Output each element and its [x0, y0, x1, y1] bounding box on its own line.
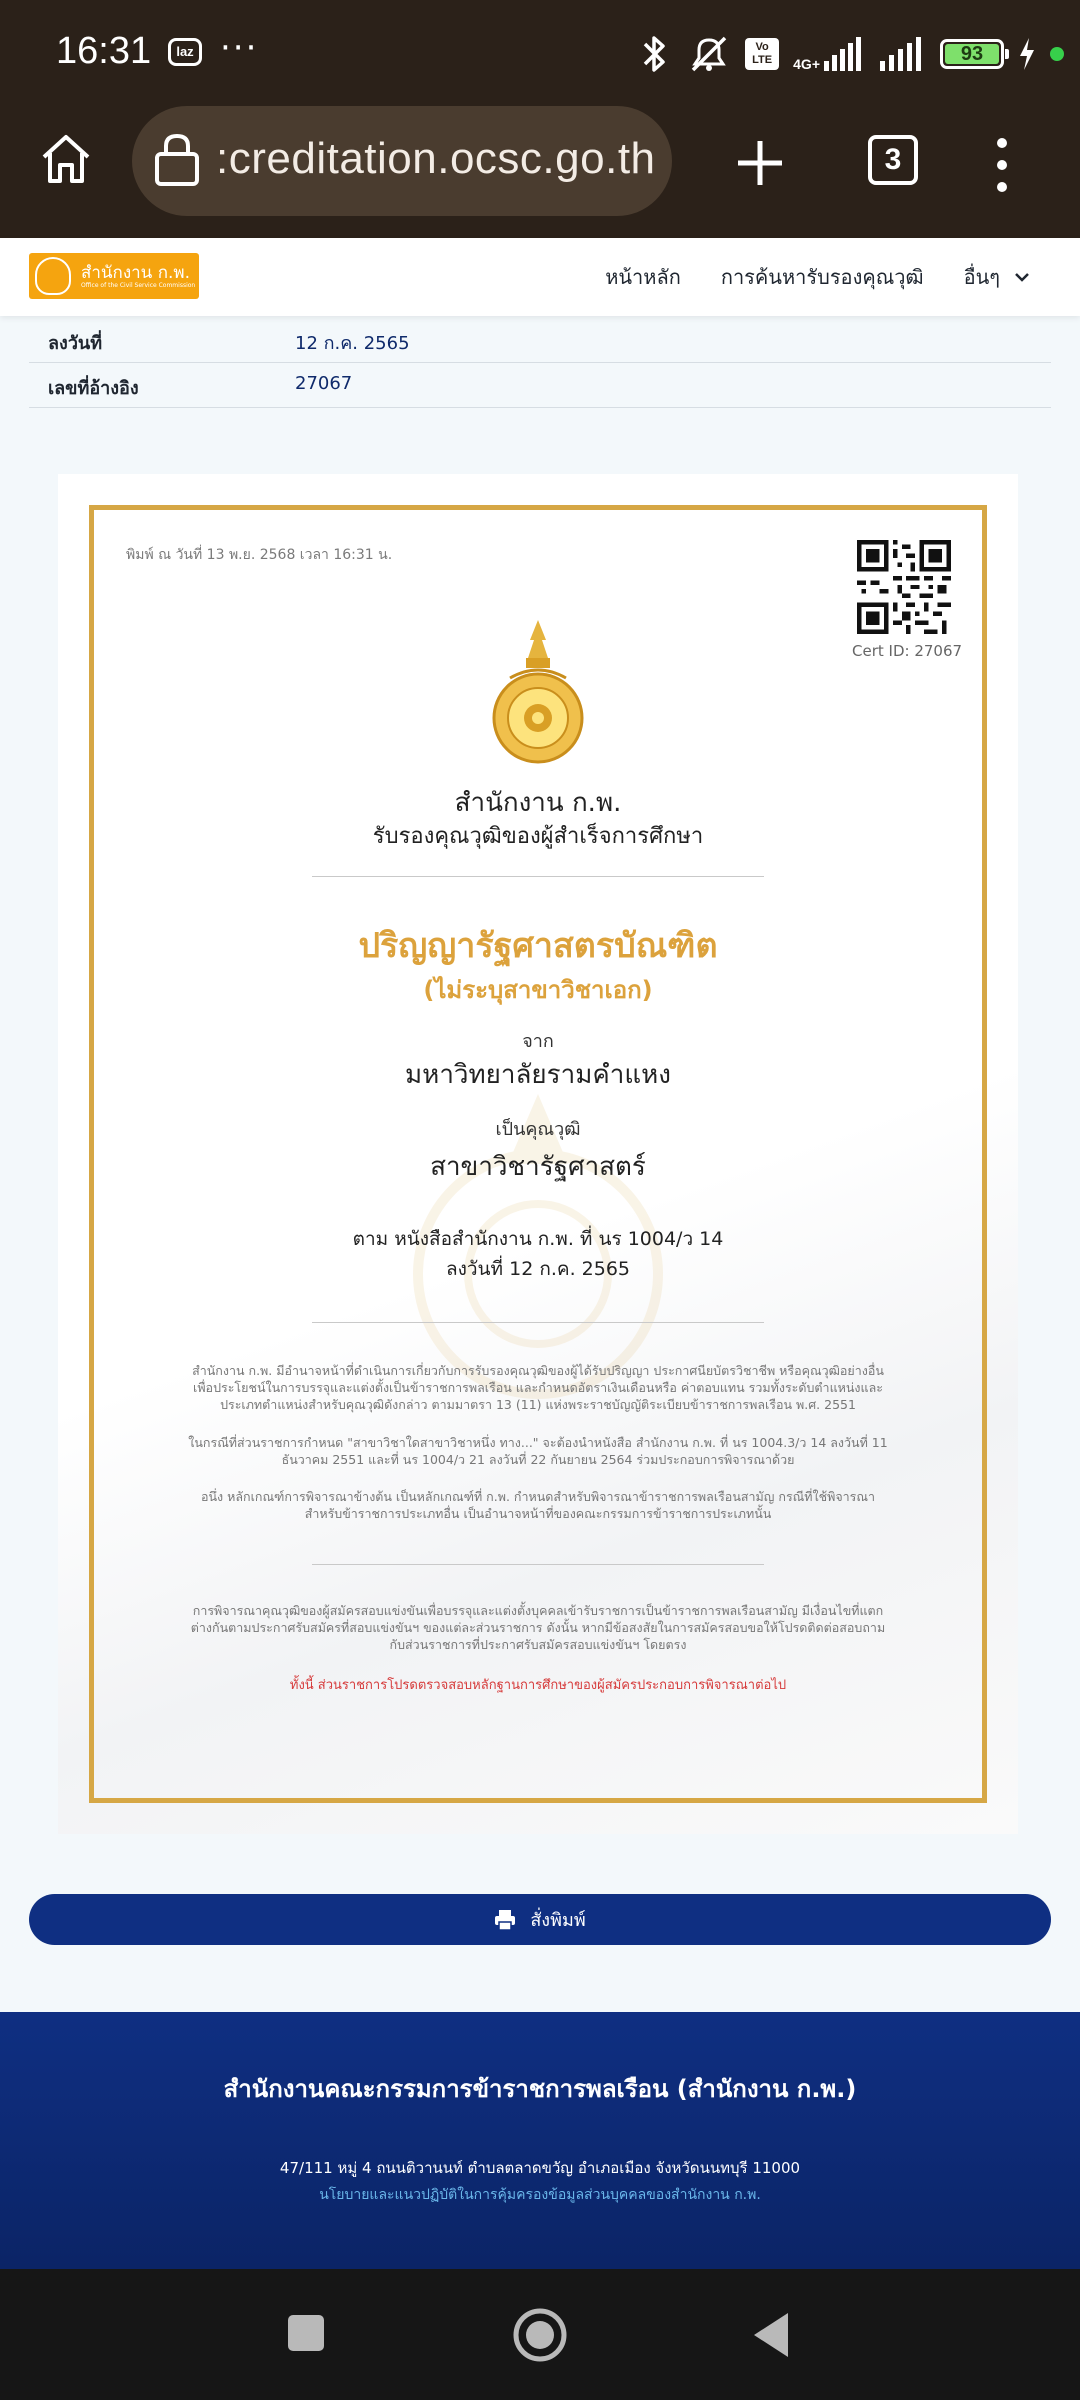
qualification-name: สาขาวิชารัฐศาสตร์ [430, 1152, 646, 1182]
home-icon[interactable] [36, 129, 96, 189]
detail-value: 27067 [295, 373, 353, 394]
status-bar [0, 0, 1080, 105]
cert-id: Cert ID: 27067 [852, 642, 963, 660]
bluetooth-icon [637, 34, 673, 74]
tabs-icon[interactable]: 3 [868, 135, 918, 185]
notice-paragraph: การพิจารณาคุณวุฒิของผู้สมัครสอบแข่งขันเพื่อบรรจุและแต่งตั้งบุคคลเข้ารับราชการเป็นข้าราชการพลเรือนสามัญ มีเงื่อนไขที่แตกต่างกันตามประกาศรับสมัครที่สอบแข่งขันฯ ของแต่ละส่วนราชการ ดังนั้น หากมีข้อสงสัยในการสมัครสอบขอให้โปรดติดต่อสอบถามกับส่วนราชการที่ประกาศรับสมัครสอบแข่งขันฯ โดยตรง [190, 1603, 886, 1652]
privacy-indicator [1050, 47, 1064, 61]
signal-icon [824, 37, 864, 71]
notice-paragraph: ในกรณีที่ส่วนราชการกำหนด "สาขาวิชาใดสาขาวิชาหนึ่ง ทาง..." จะต้องนำหนังสือ สำนักงาน ก.พ. ที่ นร 1004.3/ว 14 ลงวันที่ 11 ธันวาคม 2551 และที่ นร 1004/ว 21 ลงวันที่ 22 กันยายน 2564 ร่วมประกอบการพิจารณาด้วย [188, 1435, 888, 1467]
logo-subtitle: Office of the Civil Service Commission [81, 282, 196, 289]
site-header [0, 238, 1080, 316]
reference-date: ลงวันที่ 12 ก.ค. 2565 [445, 1258, 631, 1280]
browser-toolbar [0, 105, 1080, 238]
detail-table [29, 318, 1051, 408]
site-logo[interactable] [29, 253, 199, 299]
plus-icon[interactable] [730, 133, 790, 193]
org-name: สำนักงาน ก.พ. [454, 788, 622, 818]
emblem-icon [490, 618, 586, 768]
battery-level: 93 [945, 44, 999, 64]
detail-row-reference [29, 363, 1051, 408]
laz-app-icon: laz [168, 38, 202, 66]
home-nav-icon[interactable] [512, 2307, 568, 2363]
qr-code-icon [857, 540, 951, 634]
url-bar[interactable] [132, 106, 672, 216]
lock-icon[interactable] [152, 132, 202, 188]
nav-search[interactable]: การค้นหารับรองคุณวุฒิ [720, 265, 924, 289]
org-subtitle: รับรองคุณวุฒิของผู้สำเร็จการศึกษา [372, 824, 704, 849]
printer-icon [494, 1909, 516, 1931]
volte-icon: Vo LTE [745, 38, 779, 70]
detail-row-date [29, 318, 1051, 363]
system-nav-bar [0, 2269, 1080, 2400]
chevron-down-icon [1014, 272, 1030, 282]
back-icon[interactable] [750, 2311, 792, 2359]
footer-title: สำนักงานคณะกรรมการข้าราชการพลเรือน (สำนักงาน ก.พ.) [223, 2075, 857, 2103]
nav-home[interactable]: หน้าหลัก [605, 265, 681, 289]
network-type: 4G+ [793, 56, 820, 72]
status-time: 16:31 [56, 30, 152, 72]
status-indicators [637, 32, 1064, 76]
privacy-policy-link[interactable]: นโยบายและแนวปฏิบัติในการคุ้มครองข้อมูลส่วนบุคคลของสำนักงาน ก.พ. [319, 2187, 761, 2203]
footer-address: 47/111 หมู่ 4 ถนนติวานนท์ ตำบลตลาดขวัญ อำเภอเมือง จังหวัดนนทบุรี 11000 [279, 2159, 801, 2177]
notice-paragraph: สำนักงาน ก.พ. มีอำนาจหน้าที่ดำเนินการเกี่ยวกับการรับรองคุณวุฒิของผู้ได้รับปริญญา ประกาศนียบัตรวิชาชีพ หรือคุณวุฒิอย่างอื่น เพื่อประโยชน์ในการบรรจุและแต่งตั้งเป็นข้าราชการพลเรือน และกำหนดอัตราเงินเดือนหรือ ค่าตอบแทน รวมทั้งระดับตำแหน่งและประเภทตำแหน่งสำหรับคุณวุฒิดังกล่าว ตามมาตรา 13 (11) แห่งพระราชบัญญัติระเบียบข้าราชการพลเรือน พ.ศ. 2551 [192, 1363, 884, 1412]
url-text[interactable]: :creditation.ocsc.go.th [216, 134, 656, 183]
qualification-label: เป็นคุณวุฒิ [495, 1119, 581, 1140]
signal-icon [878, 37, 926, 71]
degree-title: ปริญญารัฐศาสตรบัณฑิต [358, 926, 718, 966]
divider [312, 876, 764, 877]
main-nav [605, 238, 1030, 316]
logo-title: สำนักงาน ก.พ. [81, 263, 191, 283]
detail-label: เลขที่อ้างอิง [48, 378, 139, 399]
battery-icon [940, 39, 1004, 69]
site-footer [0, 2012, 1080, 2269]
detail-label: ลงวันที่ [48, 333, 103, 354]
notice-paragraph: อนึ่ง หลักเกณฑ์การพิจารณาข้างต้น เป็นหลักเกณฑ์ที่ ก.พ. กำหนดสำหรับพิจารณาข้าราชการพลเรือนสามัญ กรณีที่ใช้พิจารณาสำหรับข้าราชการประเภทอื่น เป็นอำนาจหน้าที่ของคณะกรรมการข้าราชการประเภทนั้น [201, 1489, 875, 1521]
degree-subtitle: (ไม่ระบุสาขาวิชาเอก) [423, 976, 653, 1004]
divider [312, 1322, 764, 1323]
mute-icon [687, 34, 731, 74]
from-label: จาก [522, 1031, 554, 1052]
nav-more-label: อื่นๆ [963, 265, 1000, 289]
more-notifications-icon: ··· [220, 28, 259, 68]
nav-more[interactable] [964, 261, 1030, 293]
reference-line: ตาม หนังสือสำนักงาน ก.พ. ที่ นร 1004/ว 14 [352, 1228, 724, 1250]
logo-emblem-icon [35, 257, 71, 295]
warning-note: ทั้งนี้ ส่วนราชการโปรดตรวจสอบหลักฐานการศึกษาของผู้สมัครประกอบการพิจารณาต่อไป [289, 1678, 787, 1693]
recents-icon[interactable] [286, 2313, 326, 2353]
detail-value: 12 ก.ค. 2565 [295, 333, 410, 354]
menu-icon[interactable] [990, 135, 1014, 195]
print-button-label: สั่งพิมพ์ [530, 1910, 586, 1931]
charging-icon [1018, 38, 1036, 70]
divider [312, 1564, 764, 1565]
print-button[interactable] [29, 1894, 1051, 1945]
university-name: มหาวิทยาลัยรามคำแหง [405, 1060, 671, 1090]
certificate-card [58, 474, 1018, 1834]
print-date: พิมพ์ ณ วันที่ 13 พ.ย. 2568 เวลา 16:31 น. [126, 547, 393, 563]
